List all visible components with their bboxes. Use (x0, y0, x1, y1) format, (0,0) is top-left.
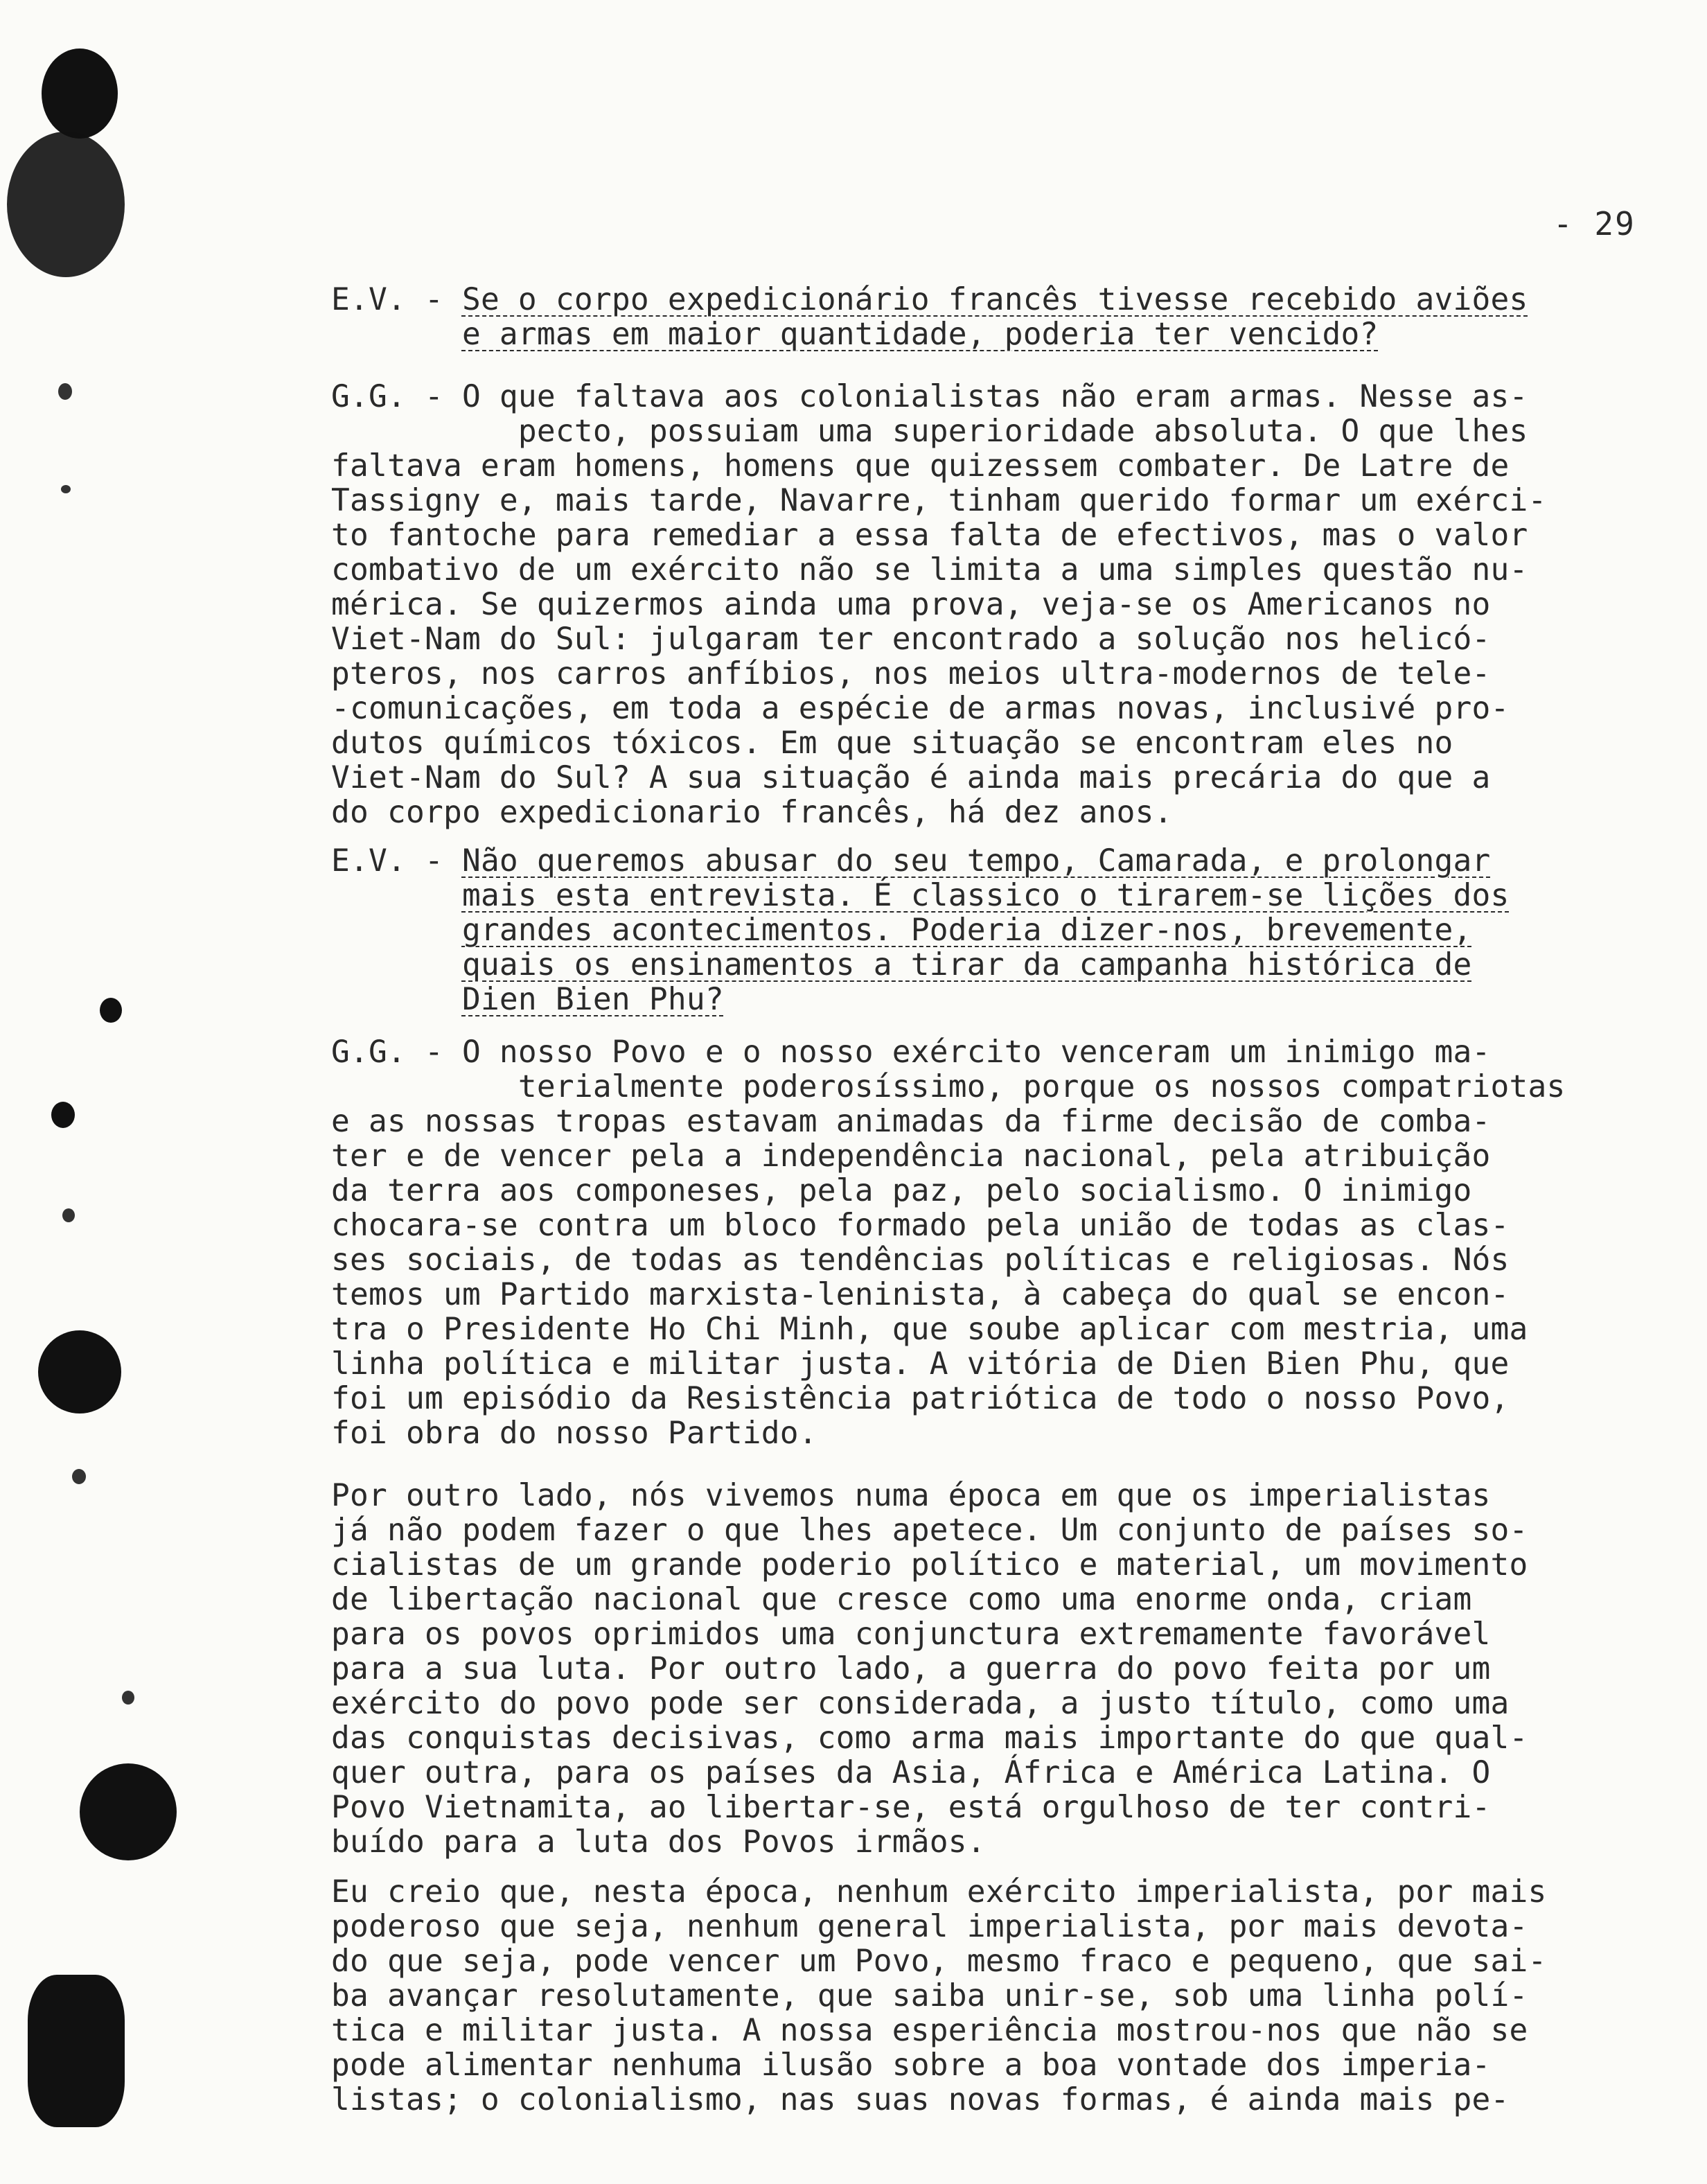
line-text: Viet-Nam do Sul? A sua situação é ainda mais precária do que a (331, 760, 1491, 795)
text-line (331, 1208, 1668, 1243)
line-text: cialistas de um grande poderio político e material, um movimento (331, 1547, 1528, 1583)
text-line (331, 1416, 1668, 1451)
punch-hole-smudge (28, 1975, 125, 2127)
line-text: mérica. Se quizermos ainda uma prova, veja-se os Americanos no (331, 587, 1491, 622)
line-text: linha política e militar justa. A vitória de Dien Bien Phu, que (331, 1346, 1510, 1382)
line-text: combativo de um exército não se limita a uma simples questão nu- (331, 552, 1528, 588)
text-line (331, 622, 1668, 657)
line-text: quais os ensinamentos a tirar da campanha histórica de (461, 947, 1472, 983)
text-line (331, 1243, 1668, 1278)
line-text: dutos químicos tóxicos. Em que situação se encontram eles no (331, 725, 1453, 761)
line-text: Viet-Nam do Sul: julgaram ter encontrado a solução nos helicó- (331, 622, 1491, 657)
line-text: e armas em maior quantidade, poderia ter vencido? (461, 317, 1379, 352)
paragraph (331, 1479, 1668, 1860)
line-text: Se o corpo expedicionário francês tivesse recebido aviões (461, 282, 1528, 317)
text-line (331, 1910, 1668, 1944)
text-line (331, 1139, 1668, 1174)
speaker-label: G.G. - (331, 379, 462, 414)
speaker-label: G.G. - (331, 1034, 462, 1070)
text-line (331, 1104, 1668, 1139)
interview-turn (331, 1035, 1668, 1451)
text-line (331, 879, 1668, 913)
interview-turn (331, 844, 1668, 1017)
punch-hole (72, 1469, 86, 1484)
text-line (331, 1979, 1668, 2014)
indent (331, 982, 462, 1017)
line-text: foi obra do nosso Partido. (331, 1416, 817, 1451)
text-line (331, 2048, 1668, 2083)
line-text: poderoso que seja, nenhum general imperialista, por mais devota- (331, 1909, 1528, 1944)
text-line (331, 1825, 1668, 1860)
text-line (331, 1174, 1668, 1208)
text-line (331, 692, 1668, 726)
punch-hole (100, 998, 122, 1023)
line-text: temos um Partido marxista-leninista, à cabeça do qual se encon- (331, 1277, 1510, 1312)
line-text: quer outra, para os países da Asia, África e América Latina. O (331, 1755, 1491, 1790)
text-line (331, 1583, 1668, 1617)
interview-turn (331, 380, 1668, 830)
punch-hole (51, 1102, 75, 1128)
line-text: Dien Bien Phu? (461, 982, 724, 1017)
line-text: foi um episódio da Resistência patriótica de todo o nosso Povo, (331, 1381, 1510, 1416)
line-text: terialmente poderosíssimo, porque os nossos compatriotas (518, 1069, 1566, 1104)
punch-hole (122, 1691, 134, 1705)
text-line (331, 553, 1668, 588)
punch-hole (80, 1763, 177, 1860)
text-line (331, 1790, 1668, 1825)
line-text: Tassigny e, mais tarde, Navarre, tinham querido formar um exérci- (331, 483, 1547, 518)
line-text: -comunicações, em toda a espécie de armas novas, inclusivé pro- (331, 691, 1510, 726)
line-text: do corpo expedicionario francês, há dez anos. (331, 795, 1173, 830)
indent (331, 947, 462, 983)
text-line (331, 588, 1668, 622)
line-text: exército do povo pode ser considerada, a justo título, como uma (331, 1686, 1510, 1721)
text-line (331, 518, 1668, 553)
line-text: Não queremos abusar do seu tempo, Camarada, e prolongar (461, 843, 1491, 879)
text-line (331, 484, 1668, 518)
text-line (331, 844, 1668, 879)
text-line (331, 1382, 1668, 1416)
text-line (331, 1035, 1668, 1070)
text-line (331, 1652, 1668, 1687)
speaker-label: E.V. - (331, 282, 462, 317)
text-line (331, 380, 1668, 414)
line-text: ter e de vencer pela a independência nacional, pela atribuição (331, 1138, 1491, 1174)
text-line (331, 1347, 1668, 1382)
punch-hole (58, 383, 72, 400)
text-line (331, 317, 1668, 352)
text-line (331, 1548, 1668, 1583)
line-text: Por outro lado, nós vivemos numa época em que os imperialistas (331, 1478, 1491, 1513)
text-line (331, 948, 1668, 983)
line-text: para os povos oprimidos uma conjunctura extremamente favorável (331, 1617, 1491, 1652)
line-text: O que faltava aos colonialistas não eram armas. Nesse as- (461, 379, 1528, 414)
text-line (331, 2083, 1668, 2117)
text-line (331, 2014, 1668, 2048)
text-line (331, 1312, 1668, 1347)
indent (331, 913, 462, 948)
text-line (331, 1721, 1668, 1756)
text-line (331, 913, 1668, 948)
line-text: mais esta entrevista. É classico o tirarem-se lições dos (461, 878, 1510, 913)
text-line (331, 657, 1668, 692)
line-text: pode alimentar nenhuma ilusão sobre a boa vontade dos imperia- (331, 2048, 1491, 2083)
line-text: O nosso Povo e o nosso exército venceram um inimigo ma- (461, 1034, 1491, 1070)
line-text: do que seja, pode vencer um Povo, mesmo fraco e pequeno, que sai- (331, 1944, 1547, 1979)
text-line (331, 1617, 1668, 1652)
line-text: e as nossas tropas estavam animadas da firme decisão de comba- (331, 1104, 1491, 1139)
punch-hole (38, 1330, 121, 1414)
line-text: ba avançar resolutamente, que saiba unir-se, sob uma linha polí- (331, 1978, 1528, 2014)
text-line (331, 1944, 1668, 1979)
line-text: da terra aos componeses, pela paz, pelo socialismo. O inimigo (331, 1173, 1472, 1208)
punch-hole (62, 1208, 75, 1222)
line-text: chocara-se contra um bloco formado pela união de todas as clas- (331, 1208, 1510, 1243)
line-text: das conquistas decisivas, como arma mais importante do que qual- (331, 1720, 1528, 1756)
text-line (331, 1513, 1668, 1548)
punch-hole (61, 485, 71, 493)
text-line (331, 1479, 1668, 1513)
text-line (331, 761, 1668, 795)
line-text: Povo Vietnamita, ao libertar-se, está orgulhoso de ter contri- (331, 1790, 1491, 1825)
indent (331, 414, 518, 449)
text-line (331, 1687, 1668, 1721)
text-line (331, 1278, 1668, 1312)
text-line (331, 449, 1668, 484)
line-text: pteros, nos carros anfíbios, nos meios ultra-modernos de tele- (331, 656, 1491, 692)
speaker-label: E.V. - (331, 843, 462, 879)
text-line (331, 414, 1668, 449)
line-text: de libertação nacional que cresce como uma enorme onda, criam (331, 1582, 1472, 1617)
line-text: grandes acontecimentos. Poderia dizer-nos, brevemente, (461, 913, 1472, 948)
punch-hole-smudge (7, 132, 125, 277)
indent (331, 1069, 518, 1104)
indent (331, 317, 462, 352)
line-text: listas; o colonialismo, nas suas novas formas, é ainda mais pe- (331, 2082, 1510, 2117)
page-number: - 29 (1553, 205, 1636, 243)
paragraph (331, 1875, 1668, 2117)
punch-hole-smudge (42, 49, 118, 139)
line-text: Eu creio que, nesta época, nenhum exército imperialista, por mais (331, 1874, 1547, 1910)
indent (331, 878, 462, 913)
line-text: ses sociais, de todas as tendências políticas e religiosas. Nós (331, 1242, 1510, 1278)
line-text: buído para a luta dos Povos irmãos. (331, 1824, 986, 1860)
line-text: tra o Presidente Ho Chi Minh, que soube aplicar com mestria, uma (331, 1312, 1528, 1347)
line-text: para a sua luta. Por outro lado, a guerra do povo feita por um (331, 1651, 1491, 1687)
text-line (331, 283, 1668, 317)
text-line (331, 983, 1668, 1017)
text-line (331, 1756, 1668, 1790)
text-line (331, 1070, 1668, 1104)
interview-turn (331, 283, 1668, 352)
text-line (331, 795, 1668, 830)
line-text: pecto, possuiam uma superioridade absoluta. O que lhes (518, 414, 1528, 449)
line-text: to fantoche para remediar a essa falta de efectivos, mas o valor (331, 518, 1528, 553)
text-line (331, 1875, 1668, 1910)
line-text: faltava eram homens, homens que quizessem combater. De Latre de (331, 448, 1510, 484)
line-text: já não podem fazer o que lhes apetece. Um conjunto de países so- (331, 1513, 1528, 1548)
text-line (331, 726, 1668, 761)
line-text: tica e militar justa. A nossa esperiência mostrou-nos que não se (331, 2013, 1528, 2048)
